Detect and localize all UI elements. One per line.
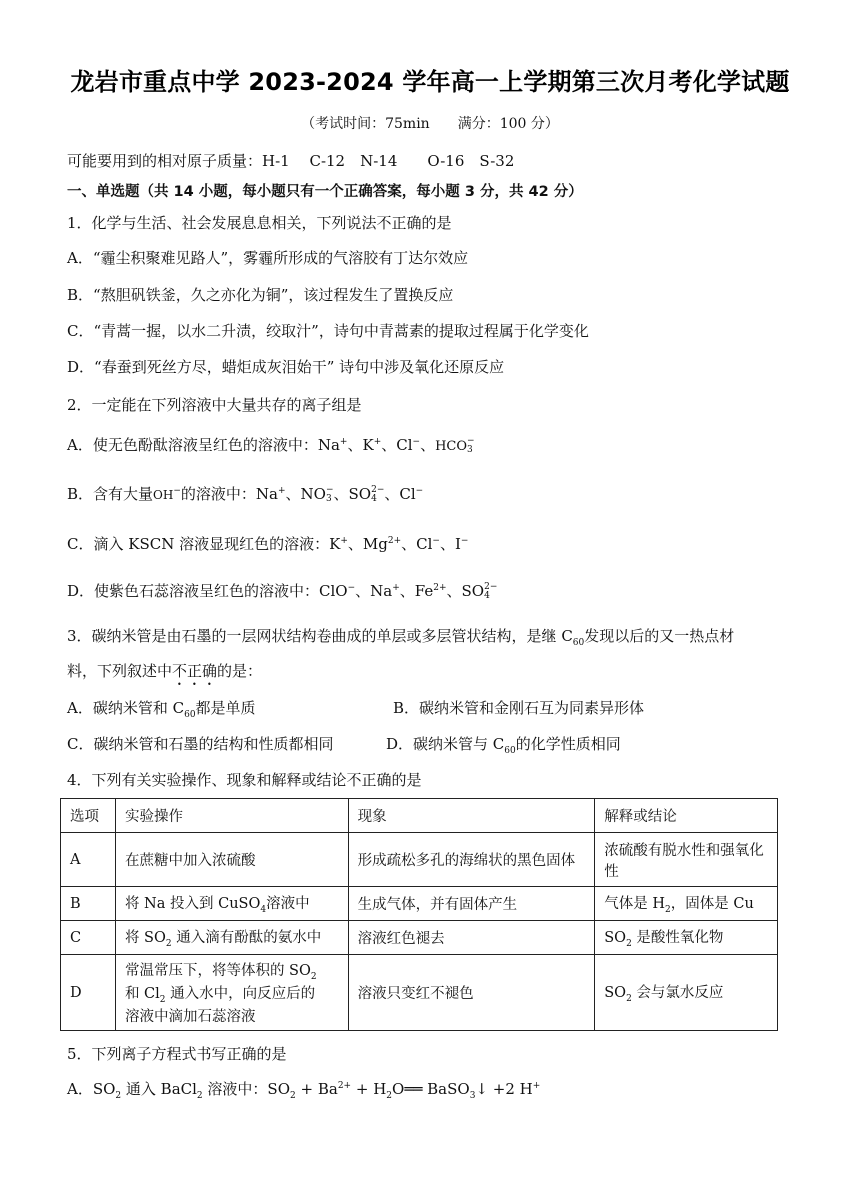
table-cell: 溶液红色褪去 — [348, 921, 595, 955]
q2-option-c: C．滴入 KSCN 溶液显现红色的溶液：K+、$Mg^{2+}$、Cl−、I− — [67, 535, 469, 553]
section-heading: 一、单选题（共 14 小题，每小题只有一个正确答案，每小题 3 分，共 42 分） — [67, 184, 583, 200]
table-row — [61, 887, 778, 921]
page-title: 龙岩市重点中学 2023-2024 学年高一上学期第三次月考化学试题 — [70, 68, 790, 96]
table-header: 现象 — [348, 799, 595, 833]
table-row — [61, 955, 778, 1031]
q4-table — [60, 798, 778, 1031]
q1-option-c: C．“青蒿一握，以水二升渍，绞取汁”，诗句中青蒿素的提取过程属于化学变化 — [67, 322, 589, 340]
q4-stem: 4．下列有关实验操作、现象和解释或结论不正确的是 — [67, 771, 422, 789]
q3-stem-line2: 料，下列叙述中不正确的是： — [67, 662, 263, 680]
q2-option-d: D．使紫色石蕊溶液呈红色的溶液中：ClO−、Na+、$Fe^{2+}$、SO 2− 4 — [67, 582, 498, 601]
table-cell: 气体是 $H_2$，固体是 Cu — [595, 887, 778, 921]
table-header: 选项 — [61, 799, 116, 833]
q3-option-b: B．碳纳米管和金刚石互为同素异形体 — [393, 699, 645, 717]
q3-option-d: D．碳纳米管与 $C_{60}$的化学性质相同 — [386, 735, 621, 756]
table-header-row — [61, 799, 778, 833]
table-cell: 将 Na 投入到 CuSO$_4$溶液中 — [115, 887, 348, 921]
q5-option-a: A．$SO_2$ 通入 BaCl$_2$ 溶液中：$SO_2 + Ba^{2+}$ + $H_2O══$ BaSO$_3$↓ +2 H+ — [67, 1080, 541, 1101]
q2-stem: 2．一定能在下列溶液中大量共存的离子组是 — [67, 396, 362, 414]
q1-stem: 1．化学与生活、社会发展息息相关，下列说法不正确的是 — [67, 214, 452, 232]
q1-option-d: D．“春蚕到死丝方尽，蜡炬成灰泪始干” 诗句中涉及氧化还原反应 — [67, 358, 505, 376]
q2-option-a: A．使无色酚酞溶液呈红色的溶液中：Na+、K+、Cl−、HCO − 3 — [67, 436, 475, 455]
table-row — [61, 833, 778, 887]
atomic-masses: 可能要用到的相对原子质量：H-1 C-12 N-14 O-16 S-32 — [67, 152, 515, 170]
table-cell: 在蔗糖中加入浓硫酸 — [115, 833, 348, 887]
table-cell: $SO_2$ 会与氯水反应 — [595, 955, 778, 1031]
exam-info: （考试时间：75min 满分：100 分） — [301, 116, 559, 132]
table-cell: 浓硫酸有脱水性和强氧化性 — [595, 833, 778, 887]
q2-option-b: B．含有大量OH−的溶液中：Na+、NO − 3 、SO 2− 4 、Cl− — [67, 485, 424, 504]
table-cell: C — [61, 921, 116, 955]
q5-stem: 5．下列离子方程式书写正确的是 — [67, 1045, 287, 1063]
table-cell: 生成气体，并有固体产生 — [348, 887, 595, 921]
q3-stem-line1: 3．碳纳米管是由石墨的一层网状结构卷曲成的单层或多层管状结构，是继 $C_{60}$发现以后的又一热点材 — [67, 627, 735, 648]
table-cell: 形成疏松多孔的海绵状的黑色固体 — [348, 833, 595, 887]
table-cell: A — [61, 833, 116, 887]
q1-option-b: B．“熬胆矾铁釜，久之亦化为铜”，该过程发生了置换反应 — [67, 286, 454, 304]
table-row — [61, 921, 778, 955]
table-cell: B — [61, 887, 116, 921]
q3-option-a: A．碳纳米管和 $C_{60}$都是单质 — [67, 699, 256, 720]
q1-option-a: A．“霾尘积聚难见路人”，雾霾所形成的气溶胶有丁达尔效应 — [67, 249, 469, 267]
table-header: 解释或结论 — [595, 799, 778, 833]
table-header: 实验操作 — [115, 799, 348, 833]
table-cell: 常温常压下，将等体积的 $SO_2$ 和 $Cl_2$ 通入水中，向反应后的 溶液中滴加石蕊溶液 — [115, 955, 348, 1031]
table-cell: 溶液只变红不褪色 — [348, 955, 595, 1031]
table-cell: 将 $SO_2$ 通入滴有酚酞的氨水中 — [115, 921, 348, 955]
table-cell: D — [61, 955, 116, 1031]
q3-option-c: C．碳纳米管和石墨的结构和性质都相同 — [67, 735, 334, 753]
table-cell: $SO_2$ 是酸性氧化物 — [595, 921, 778, 955]
